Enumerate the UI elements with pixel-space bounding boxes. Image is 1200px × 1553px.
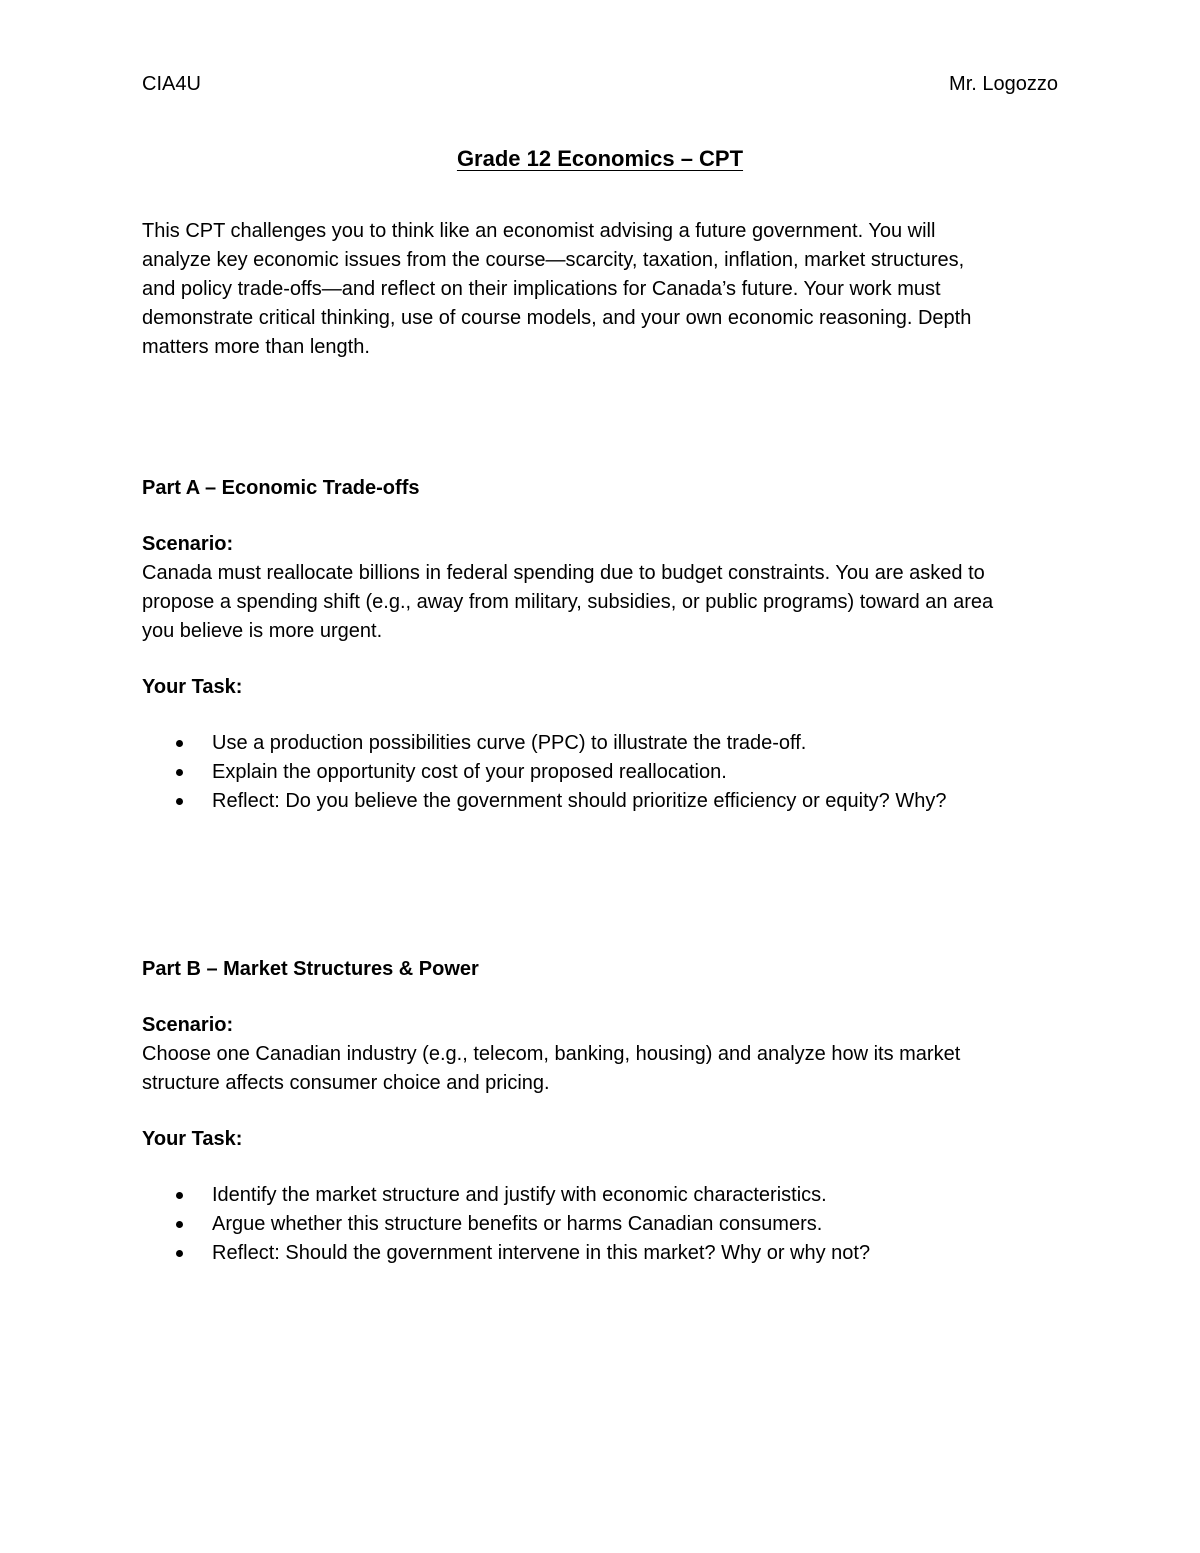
task-text: Explain the opportunity cost of your proposed reallocation. [212,761,727,783]
list-item [142,729,1062,758]
part-b-task-label: Your Task: [142,1128,243,1150]
task-text: Reflect: Should the government intervene in this market? Why or why not? [212,1242,871,1264]
task-text: Reflect: Do you believe the government should prioritize efficiency or equity? Why? [212,790,947,812]
list-item [142,1239,1062,1268]
intro-line: This CPT challenges you to think like an economist advising a future government. You will [142,220,936,242]
teacher-name: Mr. Logozzo [949,73,1058,95]
bullet-icon [176,1221,183,1228]
part-a-task-list [142,729,1062,816]
scenario-line: propose a spending shift (e.g., away from military, subsidies, or public programs) toward an area [142,591,994,613]
course-code: CIA4U [142,73,201,95]
list-item [142,1210,1062,1239]
intro-line: and policy trade-offs—and reflect on their implications for Canada’s future. Your work must [142,278,941,300]
part-b-task-list [142,1181,1062,1268]
task-text: Use a production possibilities curve (PPC) to illustrate the trade-off. [212,732,807,754]
bullet-icon [176,740,183,747]
intro-paragraph [142,217,1058,362]
intro-line: analyze key economic issues from the course—scarcity, taxation, inflation, market structures, [142,249,965,271]
task-text: Argue whether this structure benefits or harms Canadian consumers. [212,1213,823,1235]
part-b-section [142,955,1062,1268]
part-a-scenario-label: Scenario: [142,533,234,555]
task-text: Identify the market structure and justify with economic characteristics. [212,1184,827,1206]
part-b-scenario-text [142,1040,1062,1098]
scenario-line: structure affects consumer choice and pricing. [142,1072,550,1094]
part-a-section [142,474,1062,816]
list-item [142,758,1062,787]
page-title: Grade 12 Economics – CPT [456,146,744,171]
part-a-task-label: Your Task: [142,676,243,698]
part-b-heading: Part B – Market Structures & Power [142,958,479,980]
intro-line: demonstrate critical thinking, use of course models, and your own economic reasoning. Depth [142,307,972,329]
scenario-line: you believe is more urgent. [142,620,383,642]
bullet-icon [176,769,183,776]
part-a-heading: Part A – Economic Trade-offs [142,477,420,499]
bullet-icon [176,1192,183,1199]
scenario-line: Choose one Canadian industry (e.g., telecom, banking, housing) and analyze how its market [142,1043,961,1065]
list-item [142,787,1062,816]
part-a-scenario-text [142,559,1062,646]
list-item [142,1181,1062,1210]
scenario-line: Canada must reallocate billions in federal spending due to budget constraints. You are asked to [142,562,985,584]
bullet-icon [176,798,183,805]
bullet-icon [176,1250,183,1257]
document-page [142,0,1062,1553]
page-header [142,70,1058,100]
intro-line: matters more than length. [142,336,370,358]
part-b-scenario-label: Scenario: [142,1014,234,1036]
